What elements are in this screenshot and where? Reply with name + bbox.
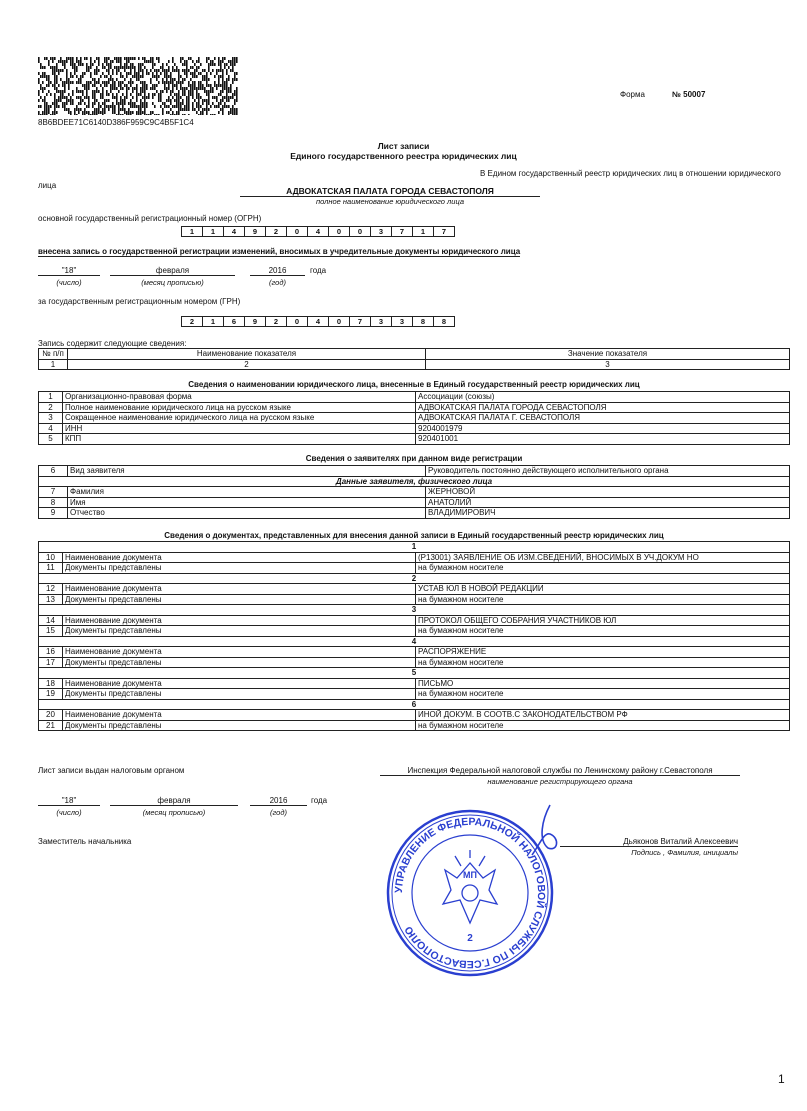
table-row: [39, 497, 790, 508]
table-row: [39, 657, 790, 668]
row-value: РАСПОРЯЖЕНИЕ: [416, 647, 790, 658]
row-name: Документы представлены: [63, 720, 416, 731]
section2-title: Сведения о заявителях при данном виде регистрации: [305, 454, 523, 463]
form-label: Форма: [620, 90, 645, 99]
digit-cell: 1: [413, 227, 434, 236]
row-name: Сокращенное наименование юридического лица на русском языке: [63, 413, 416, 424]
date1-year: 2016: [250, 266, 305, 276]
date2-day: "18": [38, 796, 100, 806]
row-number: 20: [39, 710, 63, 721]
page-number: 1: [778, 1072, 785, 1086]
svg-text:УПРАВЛЕНИЕ ФЕДЕРАЛЬНОЙ НАЛОГОВ: УПРАВЛЕНИЕ ФЕДЕРАЛЬНОЙ НАЛОГОВОЙ СЛУЖБЫ ПО Г.СЕВАСТОПОЛЮ: [392, 815, 548, 971]
row-name: Наименование документа: [63, 552, 416, 563]
date1-day: "18": [38, 266, 100, 276]
header-n: № п/п: [39, 349, 68, 360]
row-value: 9204001979: [416, 423, 790, 434]
table-row: [39, 466, 790, 477]
row-name: Документы представлены: [63, 594, 416, 605]
row-value: АДВОКАТСКАЯ ПАЛАТА ГОРОДА СЕВАСТОПОЛЯ: [416, 402, 790, 413]
row-value: на бумажном носителе: [416, 689, 790, 700]
digit-cell: 7: [350, 317, 371, 326]
digit-cell: 2: [266, 317, 287, 326]
date1-day-caption: (число): [56, 278, 82, 287]
row-value: на бумажном носителе: [416, 626, 790, 637]
relation-line2: лица: [38, 181, 57, 190]
row-number: 1: [39, 392, 63, 403]
row-value: ИНОЙ ДОКУМ. В СООТВ.С ЗАКОНОДАТЕЛЬСТВОМ РФ: [416, 710, 790, 721]
table-row: [39, 476, 790, 487]
row-name: Наименование документа: [63, 710, 416, 721]
row-name: Документы представлены: [63, 626, 416, 637]
row-number: 12: [39, 584, 63, 595]
row-value: на бумажном носителе: [416, 720, 790, 731]
group-row: [39, 668, 790, 679]
date2-day-caption: (число): [56, 808, 82, 817]
digit-cell: 1: [203, 227, 224, 236]
table-row: [39, 434, 790, 445]
row-name: Документы представлены: [63, 689, 416, 700]
digit-cell: 8: [441, 317, 447, 326]
ogrn-label: основной государственный регистрационный номер (ОГРН): [38, 214, 262, 223]
digit-cell: 9: [245, 317, 266, 326]
svg-text:2: 2: [467, 933, 473, 944]
group-row: [39, 605, 790, 616]
row-number: 21: [39, 720, 63, 731]
digit-cell: 4: [308, 317, 329, 326]
row-number: 3: [39, 413, 63, 424]
group-number: 1: [39, 542, 790, 553]
digit-cell: 0: [287, 317, 308, 326]
group-number: 2: [39, 573, 790, 584]
rows2-table: [38, 465, 790, 519]
digit-cell: 0: [287, 227, 308, 236]
group-row: [39, 573, 790, 584]
row-name: Вид заявителя: [68, 466, 426, 477]
date2-year-caption: (год): [270, 808, 287, 817]
header-table: [38, 348, 790, 370]
signer-position: Заместитель начальника: [38, 837, 132, 846]
row-name: Фамилия: [68, 487, 426, 498]
row-value: на бумажном носителе: [416, 563, 790, 574]
table-row: [39, 413, 790, 424]
barcode-code: 8B6BDEE71C6140D386F959C9C4B5F1C4: [38, 118, 194, 127]
digit-cell: 2: [266, 227, 287, 236]
table-row: [39, 563, 790, 574]
group-number: 3: [39, 605, 790, 616]
ogrn-digits: [181, 226, 455, 237]
table-row: [39, 402, 790, 413]
row-value: на бумажном носителе: [416, 657, 790, 668]
table-row: [39, 423, 790, 434]
row-number: 17: [39, 657, 63, 668]
row-number: 15: [39, 626, 63, 637]
title-line1: Лист записи: [377, 141, 430, 151]
digit-cell: 3: [371, 317, 392, 326]
org-name-caption: полное наименование юридического лица: [315, 197, 464, 206]
header-col2: 2: [68, 359, 426, 370]
date2-year-word: года: [311, 796, 328, 805]
row-number: 16: [39, 647, 63, 658]
row-name: КПП: [63, 434, 416, 445]
contains-label: Запись содержит следующие сведения:: [38, 339, 187, 348]
header-col1: 1: [39, 359, 68, 370]
row-number: 11: [39, 563, 63, 574]
signer-caption: Подпись , Фамилия, инициалы: [631, 848, 738, 857]
entry-heading: внесена запись о государственной регистрации изменений, вносимых в учредительные документы юридического лица: [38, 247, 521, 256]
header-name: Наименование показателя: [68, 349, 426, 360]
grn-digits: [181, 316, 455, 327]
table-row: [39, 594, 790, 605]
table-row: [39, 710, 790, 721]
docs-table: [38, 541, 790, 731]
group-row: [39, 699, 790, 710]
row-value: (Р13001) ЗАЯВЛЕНИЕ ОБ ИЗМ.СВЕДЕНИЙ, ВНОСИМЫХ В УЧ.ДОКУМ НО: [416, 552, 790, 563]
row-value: АДВОКАТСКАЯ ПАЛАТА Г. СЕВАСТОПОЛЯ: [416, 413, 790, 424]
title-line2: Единого государственного реестра юридических лиц: [290, 151, 517, 161]
group-row: [39, 542, 790, 553]
svg-text:МП: МП: [463, 870, 477, 880]
digit-cell: 0: [329, 227, 350, 236]
issuer-name: Инспекция Федеральной налоговой службы по Ленинскому району г.Севастополя: [380, 766, 740, 776]
digit-cell: 4: [224, 227, 245, 236]
date2-month-caption: (месяц прописью): [142, 808, 206, 817]
row-name: Полное наименование юридического лица на русском языке: [63, 402, 416, 413]
section1-title: Сведения о наименовании юридического лица, внесенные в Единый государственный реестр юридических лиц: [188, 380, 640, 389]
row-number: 2: [39, 402, 63, 413]
row-number: 6: [39, 466, 68, 477]
row-value: ВЛАДИМИРОВИЧ: [426, 508, 790, 519]
digit-cell: 0: [350, 227, 371, 236]
row-number: 4: [39, 423, 63, 434]
row-number: 18: [39, 678, 63, 689]
row-number: 7: [39, 487, 68, 498]
row-name: Наименование документа: [63, 615, 416, 626]
date2-month: февраля: [110, 796, 238, 806]
row-value: ПИСЬМО: [416, 678, 790, 689]
row-name: Наименование документа: [63, 584, 416, 595]
table-row: [39, 392, 790, 403]
row-value: Руководитель постоянно действующего исполнительного органа: [426, 466, 790, 477]
digit-cell: 0: [329, 317, 350, 326]
row-name: Документы представлены: [63, 563, 416, 574]
signer-name: Дьяконов Виталий Алексеевич: [560, 837, 738, 847]
row-name: Отчество: [68, 508, 426, 519]
row-number: 13: [39, 594, 63, 605]
table-row: [39, 626, 790, 637]
group-number: 6: [39, 699, 790, 710]
table-row: [39, 487, 790, 498]
issuer-caption: наименование регистрирующего органа: [487, 777, 633, 786]
table-row: [39, 508, 790, 519]
row-name: Организационно-правовая форма: [63, 392, 416, 403]
table-row: [39, 615, 790, 626]
digit-cell: 1: [203, 317, 224, 326]
row-name: Имя: [68, 497, 426, 508]
row-number: 14: [39, 615, 63, 626]
row-name: Наименование документа: [63, 678, 416, 689]
official-stamp-seal: [385, 808, 555, 978]
row-value: ЖЕРНОВОЙ: [426, 487, 790, 498]
date1-month: февраля: [110, 266, 235, 276]
digit-cell: 6: [224, 317, 245, 326]
digit-cell: 3: [371, 227, 392, 236]
issued-label: Лист записи выдан налоговым органом: [38, 766, 185, 775]
table-row: [39, 552, 790, 563]
row-value: 920401001: [416, 434, 790, 445]
digit-cell: 4: [308, 227, 329, 236]
org-name: АДВОКАТСКАЯ ПАЛАТА ГОРОДА СЕВАСТОПОЛЯ: [240, 186, 540, 197]
digit-cell: 9: [245, 227, 266, 236]
group-number: 4: [39, 636, 790, 647]
table-row: [39, 647, 790, 658]
barcode-image: [38, 57, 238, 115]
digit-cell: 1: [182, 227, 203, 236]
group-number: 5: [39, 668, 790, 679]
rows1-table: [38, 391, 790, 445]
row-value: ПРОТОКОЛ ОБЩЕГО СОБРАНИЯ УЧАСТНИКОВ ЮЛ: [416, 615, 790, 626]
date1-year-word: года: [310, 266, 327, 275]
row-name: Наименование документа: [63, 647, 416, 658]
row-value: АНАТОЛИЙ: [426, 497, 790, 508]
row-number: 9: [39, 508, 68, 519]
digit-cell: 7: [392, 227, 413, 236]
applicant-subheading: Данные заявителя, физического лица: [39, 476, 790, 487]
grn-label: за государственным регистрационным номером (ГРН): [38, 297, 241, 306]
row-number: 5: [39, 434, 63, 445]
row-value: на бумажном носителе: [416, 594, 790, 605]
row-name: Документы представлены: [63, 657, 416, 668]
row-number: 19: [39, 689, 63, 700]
table-row: [39, 678, 790, 689]
table-row: [39, 720, 790, 731]
digit-cell: 7: [441, 227, 447, 236]
table-row: [39, 584, 790, 595]
row-number: 10: [39, 552, 63, 563]
digit-cell: 3: [392, 317, 413, 326]
date2-year: 2016: [250, 796, 307, 806]
row-value: Ассоциации (союзы): [416, 392, 790, 403]
form-number: № 50007: [672, 90, 706, 99]
header-col3: 3: [426, 359, 790, 370]
section3-title: Сведения о документах, представленных для внесения данной записи в Единый государственный реестр юридических лиц: [164, 531, 664, 540]
header-value: Значение показателя: [426, 349, 790, 360]
relation-line1: В Едином государственный реестр юридических лиц в отношении юридического: [480, 169, 781, 178]
date1-month-caption: (месяц прописью): [141, 278, 204, 287]
row-number: 8: [39, 497, 68, 508]
group-row: [39, 636, 790, 647]
digit-cell: 8: [413, 317, 434, 326]
row-name: ИНН: [63, 423, 416, 434]
digit-cell: 2: [182, 317, 203, 326]
date1-year-caption: (год): [269, 278, 286, 287]
table-row: [39, 689, 790, 700]
row-value: УСТАВ ЮЛ В НОВОЙ РЕДАКЦИИ: [416, 584, 790, 595]
